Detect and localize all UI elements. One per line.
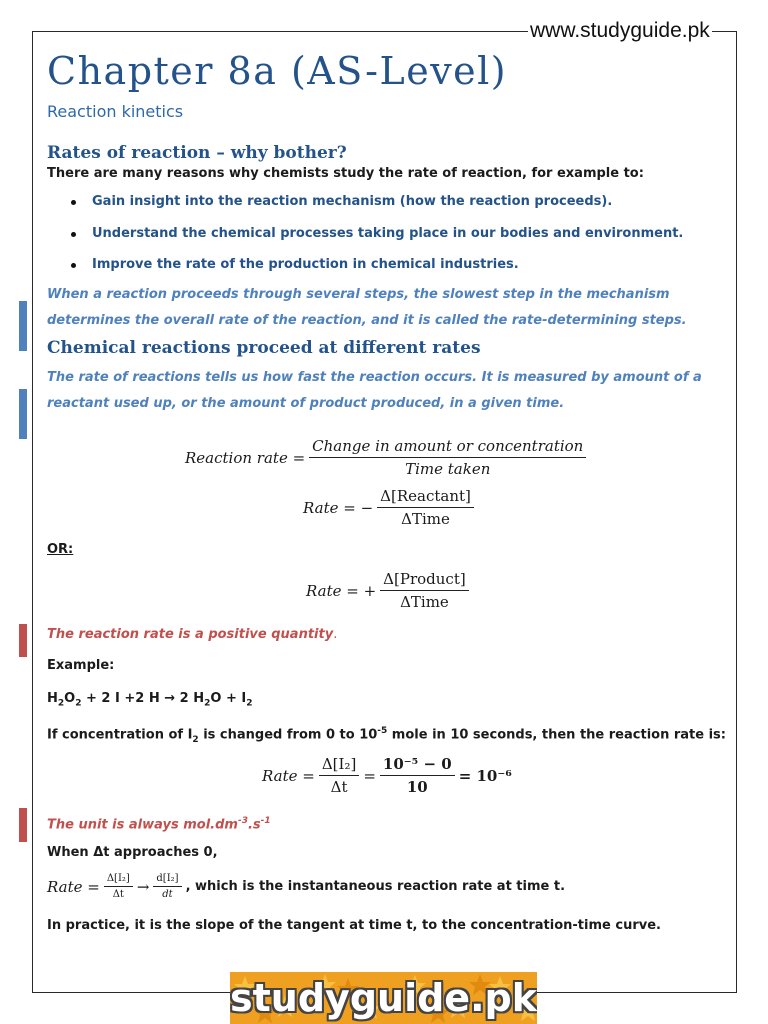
margin-bar-red (19, 808, 27, 842)
margin-bar-blue (19, 301, 27, 351)
fraction-numerator: Δ[I₂] (104, 873, 133, 887)
bullet-icon (71, 232, 76, 237)
fraction (104, 873, 133, 900)
studyguide-logo[interactable]: studyguide.pk (230, 972, 537, 1024)
fraction-numerator: Change in amount or concentration (309, 437, 586, 458)
arrow-icon: → (136, 877, 150, 896)
fraction-denominator: ΔTime (401, 510, 450, 528)
limit-text: When Δt approaches 0, (47, 845, 218, 860)
formula-reaction-rate (185, 437, 590, 478)
fraction-denominator: Δt (112, 889, 124, 900)
bullet-icon (71, 200, 76, 205)
fraction (153, 873, 181, 900)
rate-determining-note: When a reaction proceeds through several steps, the slowest step in the mechanism determines the overall rate of the reaction, and it is called the rate-determining steps. (47, 286, 687, 328)
list-item: Gain insight into the reaction mechanism (how the reaction proceeds). (47, 193, 727, 211)
section-intro: There are many reasons why chemists study the rate of reaction, for example to: (47, 166, 644, 181)
site-url-link[interactable]: www.studyguide.pk (530, 19, 710, 42)
instantaneous-rate (47, 873, 565, 900)
formula-lhs: Rate = + (306, 581, 377, 600)
fraction (309, 437, 586, 478)
section-heading-why-bother: Rates of reaction – why bother? (47, 143, 347, 163)
margin-bar-blue (19, 389, 27, 439)
rate-definition: The rate of reactions tells us how fast the reaction occurs. It is measured by amount of a reactant used up, or the amount of product produced, in a given time. (47, 369, 702, 411)
fraction-denominator: 10 (406, 778, 428, 796)
rate-calculation (262, 755, 512, 796)
formula-rate-reactant (303, 487, 478, 528)
fraction-denominator: ΔTime (400, 593, 449, 611)
bullet-icon (71, 263, 76, 268)
calculation-result: = 10⁻⁶ (458, 766, 512, 785)
example-text: If concentration of $I_2$ is changed from 0 to $10^{-5}$ mole in 10 seconds, then the reaction rate is: (47, 726, 726, 745)
fraction-numerator: Δ[Product] (380, 570, 469, 591)
list-item: Understand the chemical processes taking place in our bodies and environment. (47, 225, 727, 243)
section-heading-different-rates: Chemical reactions proceed at different rates (47, 337, 481, 358)
fraction-denominator: Δt (330, 778, 348, 796)
instantaneous-text: , which is the instantaneous reaction rate at time t. (185, 878, 566, 894)
fraction (319, 755, 359, 796)
formula-lhs: Rate = (262, 766, 315, 785)
chemical-equation: $H_2O_2 + 2$ I +2 H → 2 $H_2O + I_2$ (47, 691, 253, 709)
fraction (380, 570, 469, 611)
chapter-title: Chapter 8a (AS-Level) (47, 49, 508, 93)
fraction-numerator: 10⁻⁵ − 0 (380, 755, 455, 776)
or-label: OR: (47, 542, 74, 557)
margin-bar-red (19, 624, 27, 657)
unit-note: The unit is always $mol.dm^{-3}.s^{-1}$ (47, 816, 271, 833)
practice-text: In practice, it is the slope of the tangent at time t, to the concentration-time curve. (47, 918, 661, 933)
list-item: Improve the rate of the production in chemical industries. (47, 256, 727, 274)
formula-rate-product (306, 570, 473, 611)
fraction-numerator: Δ[Reactant] (377, 487, 474, 508)
document-content (47, 48, 727, 417)
fraction-denominator: Time taken (405, 460, 491, 478)
fraction-numerator: Δ[I₂] (319, 755, 359, 776)
fraction-numerator: d[I₂] (153, 873, 181, 887)
fraction-denominator: dt (162, 889, 173, 900)
formula-lhs: Rate = (47, 877, 100, 896)
equals-sign: = (363, 766, 376, 785)
reasons-list (47, 193, 727, 274)
positive-quantity-note: The reaction rate is a positive quantity. (47, 627, 338, 642)
formula-lhs: Rate = − (303, 498, 374, 517)
formula-lhs: Reaction rate = (185, 448, 306, 467)
example-label: Example: (47, 658, 115, 673)
fraction (377, 487, 474, 528)
fraction (380, 755, 455, 796)
chapter-subtitle: Reaction kinetics (47, 102, 184, 121)
